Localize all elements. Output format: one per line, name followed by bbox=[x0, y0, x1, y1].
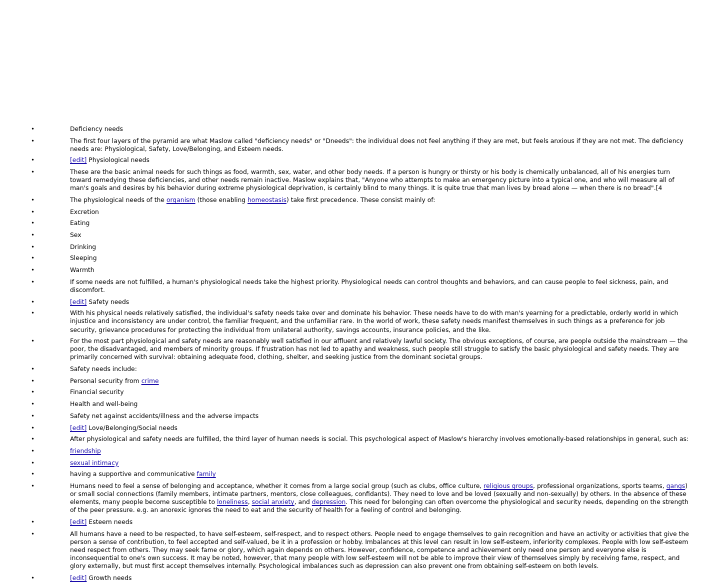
item-text: ) or small social connections (family members, intimate partners, mentors, close colleagues, confidants). They need to love and be loved (sexually and non-sexually) by others. In the absence of these elements, many people become susceptible to bbox=[70, 482, 688, 507]
list-item bbox=[0, 209, 720, 217]
list-item bbox=[0, 279, 720, 295]
list-item bbox=[0, 232, 720, 240]
list-item bbox=[0, 310, 720, 334]
bullet-icon: • bbox=[31, 447, 35, 455]
bullet-icon: • bbox=[31, 310, 35, 318]
link[interactable]: crime bbox=[141, 377, 159, 385]
list-item bbox=[0, 575, 720, 583]
item-text: Safety needs bbox=[86, 298, 130, 306]
item-text: Warmth bbox=[70, 267, 95, 275]
bullet-icon: • bbox=[31, 157, 35, 165]
list-item bbox=[0, 413, 720, 421]
list-item bbox=[0, 448, 720, 456]
item-text: Esteem needs bbox=[86, 518, 133, 526]
item-text: After physiological and safety needs are fulfilled, the third layer of human needs is social. This psychological aspect of Maslow's hierarchy involves emotionally-based relationships in general, such as: bbox=[70, 436, 689, 444]
list-item bbox=[0, 471, 720, 479]
link[interactable]: [edit] bbox=[70, 574, 87, 582]
bullet-icon: • bbox=[31, 424, 35, 432]
list-item bbox=[0, 531, 720, 571]
bullet-icon: • bbox=[31, 126, 35, 133]
list-item bbox=[0, 169, 720, 193]
item-text: Excretion bbox=[70, 208, 99, 216]
item-text: The physiological needs of the bbox=[70, 197, 167, 205]
bullet-icon: • bbox=[31, 482, 35, 490]
item-text: Humans need to feel a sense of belonging and acceptance, whether it comes from a large social group (such as clubs, office culture, bbox=[70, 482, 484, 490]
bullet-icon: • bbox=[31, 220, 35, 228]
link[interactable]: sexual intimacy bbox=[70, 459, 119, 467]
bullet-icon: • bbox=[31, 232, 35, 240]
list-item bbox=[0, 519, 720, 527]
list-item bbox=[0, 389, 720, 397]
list-item bbox=[0, 126, 720, 134]
list-item bbox=[0, 366, 720, 374]
bullet-list bbox=[0, 126, 720, 586]
bullet-icon: • bbox=[31, 436, 35, 444]
item-text: , bbox=[247, 499, 252, 507]
item-text: With his physical needs relatively satisfied, the individual's safety needs take over and dominate his behavior. These needs have to do with man's yearning for a predictable, orderly world in which injustice and inconsistency are under control, the familiar frequent, and the unfamiliar rare. In the world of work, these safety needs manifest themselves in such things as a preference for job security, grievance procedures for protecting the individual from unilateral authority, savings accounts, insurance policies, and the like. bbox=[70, 310, 679, 334]
item-text: The first four layers of the pyramid are what Maslow called "deficiency needs" or "Dneeds": the individual does not feel anything if they are met, but feels anxious if they are not met. The deficiency needs are: Physiological, Safety, Love/Belonging, and Esteem needs. bbox=[70, 137, 684, 153]
item-text: Drinking bbox=[70, 243, 97, 251]
bullet-icon: • bbox=[31, 208, 35, 216]
list-item bbox=[0, 483, 720, 515]
item-text: For the most part physiological and safety needs are reasonably well satisfied in our affluent and relatively lawful society. The obvious exceptions, of course, are people outside the mainstream — the poor, the disadvantaged, and members of minority groups. If frustration has not led to apathy and weakness, such people still struggle to satisfy the basic physiological and safety needs. They are primarily concerned with survival: obtaining adequate food, clothing, shelter, and seeking justice from the dominant societal groups. bbox=[70, 338, 688, 362]
link[interactable]: [edit] bbox=[70, 157, 87, 165]
link[interactable]: organism bbox=[166, 197, 196, 205]
item-text: . This need for belonging can often overcome the physiological and security needs, depending on the strength of the peer pressure. e.g. an anorexic ignores the need to eat and the security of health for a feeling of control and belonging. bbox=[70, 499, 689, 515]
bullet-icon: • bbox=[31, 518, 35, 526]
link[interactable]: [edit] bbox=[70, 298, 87, 306]
bullet-icon: • bbox=[31, 459, 35, 467]
item-text: having a supportive and communicative bbox=[70, 471, 197, 479]
list-item bbox=[0, 255, 720, 263]
item-text: Personal security from bbox=[70, 377, 142, 385]
bullet-icon: • bbox=[31, 298, 35, 306]
bullet-icon: • bbox=[31, 412, 35, 420]
item-text: Physiological needs bbox=[86, 157, 150, 165]
bullet-icon: • bbox=[31, 169, 35, 177]
item-text: Safety net against accidents/illness and the adverse impacts bbox=[70, 412, 259, 420]
link[interactable]: [edit] bbox=[70, 424, 87, 432]
bullet-icon: • bbox=[31, 197, 35, 205]
list-item bbox=[0, 220, 720, 228]
bullet-icon: • bbox=[31, 278, 35, 286]
item-text: If some needs are not fulfilled, a human's physiological needs take the highest priority. Physiological needs can control thoughts and behaviors, and can cause people to feel sickness, pain, and discomfort. bbox=[70, 278, 669, 294]
bullet-icon: • bbox=[31, 471, 35, 479]
item-text: Love/Belonging/Social needs bbox=[86, 424, 178, 432]
link[interactable]: homeostasis bbox=[247, 197, 287, 205]
list-item bbox=[0, 425, 720, 433]
item-text: , professional organizations, sports teams, bbox=[533, 482, 667, 490]
bullet-icon: • bbox=[31, 366, 35, 374]
item-text: Sex bbox=[70, 232, 82, 240]
list-item bbox=[0, 244, 720, 252]
list-item bbox=[0, 138, 720, 154]
link[interactable]: gangs bbox=[666, 482, 686, 490]
list-item bbox=[0, 299, 720, 307]
bullet-icon: • bbox=[31, 401, 35, 409]
item-text: Eating bbox=[70, 220, 90, 228]
item-text: Safety needs include: bbox=[70, 366, 137, 374]
list-item bbox=[0, 338, 720, 362]
list-item bbox=[0, 197, 720, 205]
bullet-icon: • bbox=[31, 267, 35, 275]
link[interactable]: depression bbox=[311, 499, 346, 507]
link[interactable]: religious groups bbox=[483, 482, 534, 490]
item-text: Health and well-being bbox=[70, 401, 138, 409]
item-text: Growth needs bbox=[86, 574, 132, 582]
bullet-icon: • bbox=[31, 137, 35, 145]
item-text: Sleeping bbox=[70, 255, 97, 263]
bullet-icon: • bbox=[31, 530, 35, 538]
item-text: ) take first precedence. These consist mainly of: bbox=[286, 197, 436, 205]
link[interactable]: friendship bbox=[70, 447, 101, 455]
item-text: All humans have a need to be respected, to have self-esteem, self-respect, and to respect others. People need to engage themselves to gain recognition and have an activity or activities that give the person a sense of contribution, to feel accepted and self-valued, be it in a profession or hobby. Imbalances at this level can result in low self-esteem, inferiority complexes. People with low self-esteem need respect from others. They may seek fame or glory, which again depends on others. However, confidence, competence and achievement only need one person and everyone else is inconsequential to one's own success. It may be noted, however, that many people with low self-esteem will not be able to improve their view of themselves simply by receiving fame, respect, and glory externally, but must first accept themselves internally. Psychological imbalances such as depression can also prevent one from obtaining self-esteem on both levels. bbox=[70, 530, 689, 570]
bullet-icon: • bbox=[31, 574, 35, 582]
item-text: , and bbox=[294, 499, 312, 507]
bullet-icon: • bbox=[31, 255, 35, 263]
list-item bbox=[0, 460, 720, 468]
list-item bbox=[0, 157, 720, 165]
list-item bbox=[0, 436, 720, 444]
link[interactable]: family bbox=[196, 471, 216, 479]
item-text: Deficiency needs bbox=[70, 126, 124, 133]
item-text: Financial security bbox=[70, 389, 124, 397]
item-text: (those enabling bbox=[195, 197, 248, 205]
link[interactable]: loneliness bbox=[216, 499, 248, 507]
list-item bbox=[0, 267, 720, 275]
link[interactable]: [edit] bbox=[70, 518, 87, 526]
item-text: These are the basic animal needs for such things as food, warmth, sex, water, and other body needs. If a person is hungry or thirsty or his body is chemically unbalanced, all of his energies turn toward remedying these deficiencies, and other needs remain inactive. Maslow explains that, "Anyone who attempts to make an emergency picture into a typical one, and who will measure all of man's goals and desires by his behavior during extreme physiological deprivation, is certainly blind to many things. It is quite true that man lives by bread alone — when there is no bread".[4 bbox=[70, 169, 675, 193]
link[interactable]: social anxiety bbox=[251, 499, 295, 507]
bullet-icon: • bbox=[31, 243, 35, 251]
bullet-icon: • bbox=[31, 338, 35, 346]
list-item bbox=[0, 378, 720, 386]
bullet-icon: • bbox=[31, 377, 35, 385]
list-item bbox=[0, 401, 720, 409]
bullet-icon: • bbox=[31, 389, 35, 397]
